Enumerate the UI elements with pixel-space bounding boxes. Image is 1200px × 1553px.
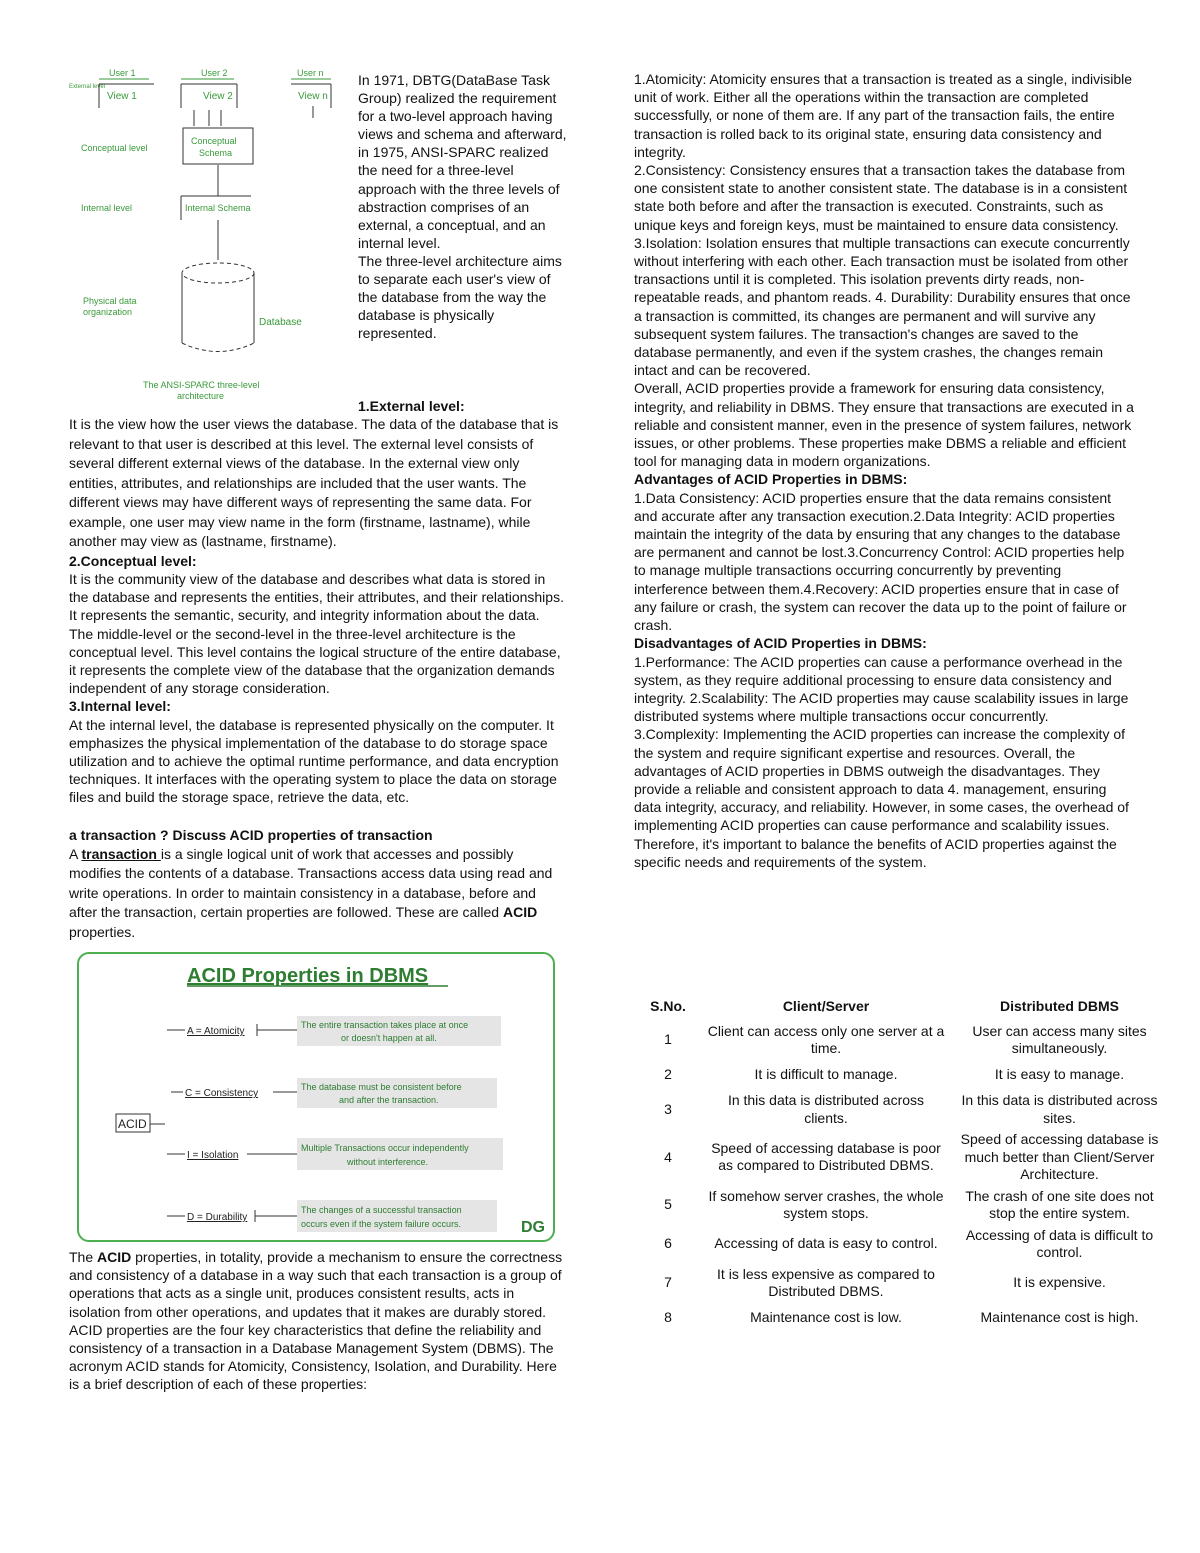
intro-paragraph-1: In 1971, DBTG(DataBase Task Group) realized the requirement for a two-level approach having views and schema and afterward, in 1975, ANSI-SPARC realized the need for a three-level approach with the three levels of abstraction comprises of an external, a conceptual, and an internal level.	[358, 72, 567, 251]
acid-properties-text: 1.Atomicity: Atomicity ensures that a transaction is treated as a single, indivisible unit of work. Either all the operations within the transaction are completed successfully, or none of them are. If any part of the transaction fails, the entire transaction is rolled back to its original state, ensuring data consistency and integrity. 2.Consistency: Consistency ensures that a transaction takes the database from one consistent state to another consistent state. The database is in a consistent state both before and after the transaction is executed. Constraints, such as unique keys and foreign keys, must be maintained to ensure data consistency. 3.Isolation: Isolation ensures that multiple transactions can execute concurrently without interfering with each other. Each transaction must be isolated from other transactions until it is completed. This isolation prevents dirty reads, non-repeatable reads, and phantom reads. 4. Durability: Durability ensures that once a transaction is committed, its changes are permanent and will survive any subsequent system failures. The transaction's changes are saved to the database permanently, and even if the system crashes, the changes remain intact and can be recovered. Overall, ACID properties provide a framework for ensuring data consistency, integrity, and reliability in DBMS. They ensure that transactions are executed in a reliable and consistent manner, even in the presence of system failures, network issues, or other problems. These properties make DBMS a reliable and efficient tool for managing data in modern organizations.	[634, 71, 1134, 470]
acid-desc-consistency-2: and after the transaction.	[339, 1095, 439, 1106]
table-cell: 4	[664, 1148, 672, 1165]
transaction-pre: A	[69, 845, 82, 862]
architecture-intro	[358, 71, 568, 342]
acid-desc-durability-2: occurs even if the system failure occurs.	[301, 1219, 462, 1230]
table-row	[634, 1090, 1169, 1129]
conceptual-level-text: It is the community view of the database and describes what data is stored in the database and represents the entities, their attributes, and their relationships. It represents the semantic, security, and integrity information about the data. The middle-level or the second-level in the three-level architecture is the conceptual level. This level contains the logical structure of the entire database, it represents the complete view of the database that the organization demands independent of any storage consideration.	[69, 570, 564, 697]
diagram-caption-line1: The ANSI-SPARC three-level	[143, 380, 260, 390]
acid-key-consistency: C = Consistency	[185, 1088, 259, 1100]
diagram-conceptual-box-line1: Conceptual	[191, 136, 237, 146]
right-column	[634, 70, 1134, 871]
table-cell: 6	[664, 1235, 672, 1252]
table-cell: The crash of one site does not stop the entire system.	[965, 1187, 1154, 1221]
external-level-heading: 1.External level:	[358, 398, 465, 414]
table-cell: If somehow server crashes, the whole system stops.	[708, 1187, 944, 1221]
acid-desc-consistency-1: The database must be consistent before	[301, 1082, 462, 1093]
diagram-external-label: External level	[69, 84, 106, 90]
advantages-heading: Advantages of ACID Properties in DBMS:	[634, 471, 908, 488]
table-cell: It is easy to manage.	[994, 1066, 1125, 1083]
acid-summary-paragraph	[69, 1248, 564, 1394]
table-header-client-server: Client/Server	[782, 998, 870, 1014]
table-header-row	[634, 995, 1169, 1020]
table-cell: Speed of accessing database is poor as compared to Distributed DBMS.	[711, 1139, 941, 1174]
spacer	[69, 807, 564, 825]
table-cell: Accessing of data is easy to control.	[714, 1235, 938, 1252]
table-header-sno: S.No.	[650, 998, 686, 1014]
table-row	[634, 1129, 1169, 1186]
acid-key-durability: D = Durability	[187, 1212, 248, 1224]
disadvantages-heading: Disadvantages of ACID Properties in DBMS:	[634, 635, 927, 652]
table-cell: 3	[664, 1100, 672, 1117]
table-row	[634, 1225, 1169, 1264]
table-cell: In this data is distributed across sites.	[961, 1092, 1158, 1126]
transaction-end: properties.	[69, 923, 136, 940]
diagram-database-label: Database	[259, 317, 302, 328]
diagram-user-1: User 1	[109, 68, 136, 78]
table-cell: 2	[664, 1066, 672, 1083]
table-row	[634, 1303, 1169, 1333]
table-cell: User can access many sites simultaneously.	[972, 1022, 1147, 1056]
diagram-user-n: User n	[297, 68, 324, 78]
diagram-view-n: View n	[298, 91, 328, 102]
comparison-table	[634, 995, 1169, 1333]
acid-figure-title: ACID Properties in DBMS	[187, 965, 429, 988]
table-cell: Accessing of data is difficult to control.	[965, 1226, 1154, 1260]
acid-figure-logo: DG	[521, 1219, 545, 1237]
transaction-paragraph	[69, 845, 564, 943]
transaction-term: transaction	[81, 845, 161, 862]
acid-desc-isolation-2: without interference.	[347, 1157, 429, 1168]
table-cell: It is less expensive as compared to Distributed DBMS.	[717, 1265, 935, 1299]
table-row	[634, 1264, 1169, 1303]
table-cell: Client can access only one server at a time.	[707, 1022, 945, 1056]
diagram-conceptual-box-line2: Schema	[199, 148, 233, 158]
advantages-text: 1.Data Consistency: ACID properties ensure that the data remains consistent and accurate after any transaction execution.2.Data Integrity: ACID properties maintain the integrity of the data by ensuring that any changes to the database are permanent and cannot be lost.3.Concurrency Control: ACID properties help to manage multiple transactions occurring concurrently by preventing interference between them.4.Recovery: ACID properties ensure that in case of any failure or crash, the system can recover the data up to the point of failure or crash.	[634, 489, 1127, 634]
table-header-distributed: Distributed DBMS	[1000, 998, 1119, 1014]
table-cell: Maintenance cost is high.	[980, 1308, 1139, 1325]
table-cell: Maintenance cost is low.	[750, 1308, 902, 1325]
three-level-architecture-diagram	[69, 68, 349, 400]
table-cell: 1	[664, 1031, 672, 1048]
acid-summary-pre: The	[69, 1249, 98, 1266]
acid-key-atomicity: A = Atomicity	[187, 1026, 245, 1038]
transaction-heading: a transaction ? Discuss ACID properties of transaction	[69, 826, 433, 843]
diagram-view-2: View 2	[203, 91, 233, 102]
external-level-text: It is the view how the user views the database. The data of the database that is relevant to that user is described at this level. The external level consists of several different external views of the database. In the external view only entities, attributes, and relationships are included that the user wants. The different views may have different ways of representing the same data. For example, one user may view name in the form (firstname, lastname), while another may view as (lastname, firstname).	[69, 416, 559, 550]
acid-figure-root: ACID	[118, 1117, 147, 1132]
table-row	[634, 1186, 1169, 1225]
diagram-physical-label-line2: organization	[83, 307, 133, 317]
acid-desc-atomicity-1: The entire transaction takes place at once	[301, 1020, 469, 1031]
table-cell: It is expensive.	[1013, 1274, 1106, 1291]
diagram-internal-box: Internal Schema	[185, 203, 251, 213]
diagram-internal-label: Internal level	[81, 203, 133, 213]
table-cell: Speed of accessing database is much better than Client/Server Architecture.	[960, 1131, 1159, 1182]
architecture-section	[69, 68, 567, 400]
disadvantages-text: 1.Performance: The ACID properties can cause a performance overhead in the system, as they require additional processing to ensure data consistency and integrity. 2.Scalability: The ACID properties may cause scalability issues in large distributed systems where multiple transactions occur concurrently. 3.Complexity: Implementing the ACID properties can increase the complexity of the system and require significant expertise and resources. Overall, the advantages of ACID properties in DBMS outweigh the disadvantages. They provide a reliable and consistent approach to data 4. management, ensuring data integrity, accuracy, and reliability. However, in some cases, the overhead of implementing ACID properties can cause performance and scalability issues. Therefore, it's important to balance the benefits of ACID properties against the specific needs and requirements of the system.	[634, 653, 1129, 870]
table-cell: 5	[664, 1196, 672, 1213]
diagram-user-2: User 2	[201, 68, 228, 78]
diagram-physical-label-line1: Physical data	[83, 296, 137, 306]
table-cell: It is difficult to manage.	[754, 1066, 898, 1083]
intro-paragraph-2: The three-level architecture aims to separate each user's view of the database from the way the database is physically represented.	[358, 252, 562, 342]
transaction-mid: is a single logical unit of work that accesses and possibly modifies the contents of a database. Transactions access data using read and write operations. In order to maintain consistency in a database, before and after the transaction, certain properties are followed. These are called	[69, 845, 553, 921]
table-row	[634, 1060, 1169, 1090]
table-cell: 8	[664, 1308, 672, 1325]
table-row	[634, 1020, 1169, 1060]
table-cell: 7	[664, 1274, 672, 1291]
table-cell: In this data is distributed across clients.	[727, 1092, 925, 1126]
left-column	[69, 68, 567, 1394]
diagram-view-1: View 1	[107, 91, 137, 102]
acid-desc-isolation-1: Multiple Transactions occur independently	[301, 1143, 469, 1154]
acid-summary-text: properties, in totality, provide a mechanism to ensure the correctness and consistency of a database in a way such that each transaction is a group of operations that acts as a single unit, produces consistent results, acts in isolation from other operations, and updates that it makes are durably stored. ACID properties are the four key characteristics that define the reliability and consistency of a transaction in a Database Management System (DBMS). The acronym ACID stands for Atomicity, Consistency, Isolation, and Durability. Here is a brief description of each of these properties:	[69, 1249, 563, 1393]
internal-level-heading: 3.Internal level:	[69, 698, 171, 715]
acid-properties-figure	[77, 952, 555, 1242]
acid-summary-term: ACID	[97, 1249, 132, 1266]
acid-desc-atomicity-2: or doesn't happen at all.	[341, 1033, 437, 1044]
acid-desc-durability-1: The changes of a successful transaction	[301, 1205, 462, 1216]
acid-figure-svg	[79, 954, 553, 1240]
acid-key-isolation: I = Isolation	[187, 1150, 239, 1162]
transaction-acid: ACID	[502, 904, 538, 921]
conceptual-level-heading: 2.Conceptual level:	[69, 552, 197, 569]
diagram-caption-line2: architecture	[177, 391, 225, 400]
internal-level-text: At the internal level, the database is represented physically on the computer. It emphasizes the physical implementation of the database to do storage space utilization and to achieve the optimal runtime performance, and data encryption techniques. It interfaces with the operating system to place the data on storage files and build the storage space, retrieve the data, etc.	[69, 716, 559, 806]
diagram-conceptual-label: Conceptual level	[81, 143, 148, 153]
